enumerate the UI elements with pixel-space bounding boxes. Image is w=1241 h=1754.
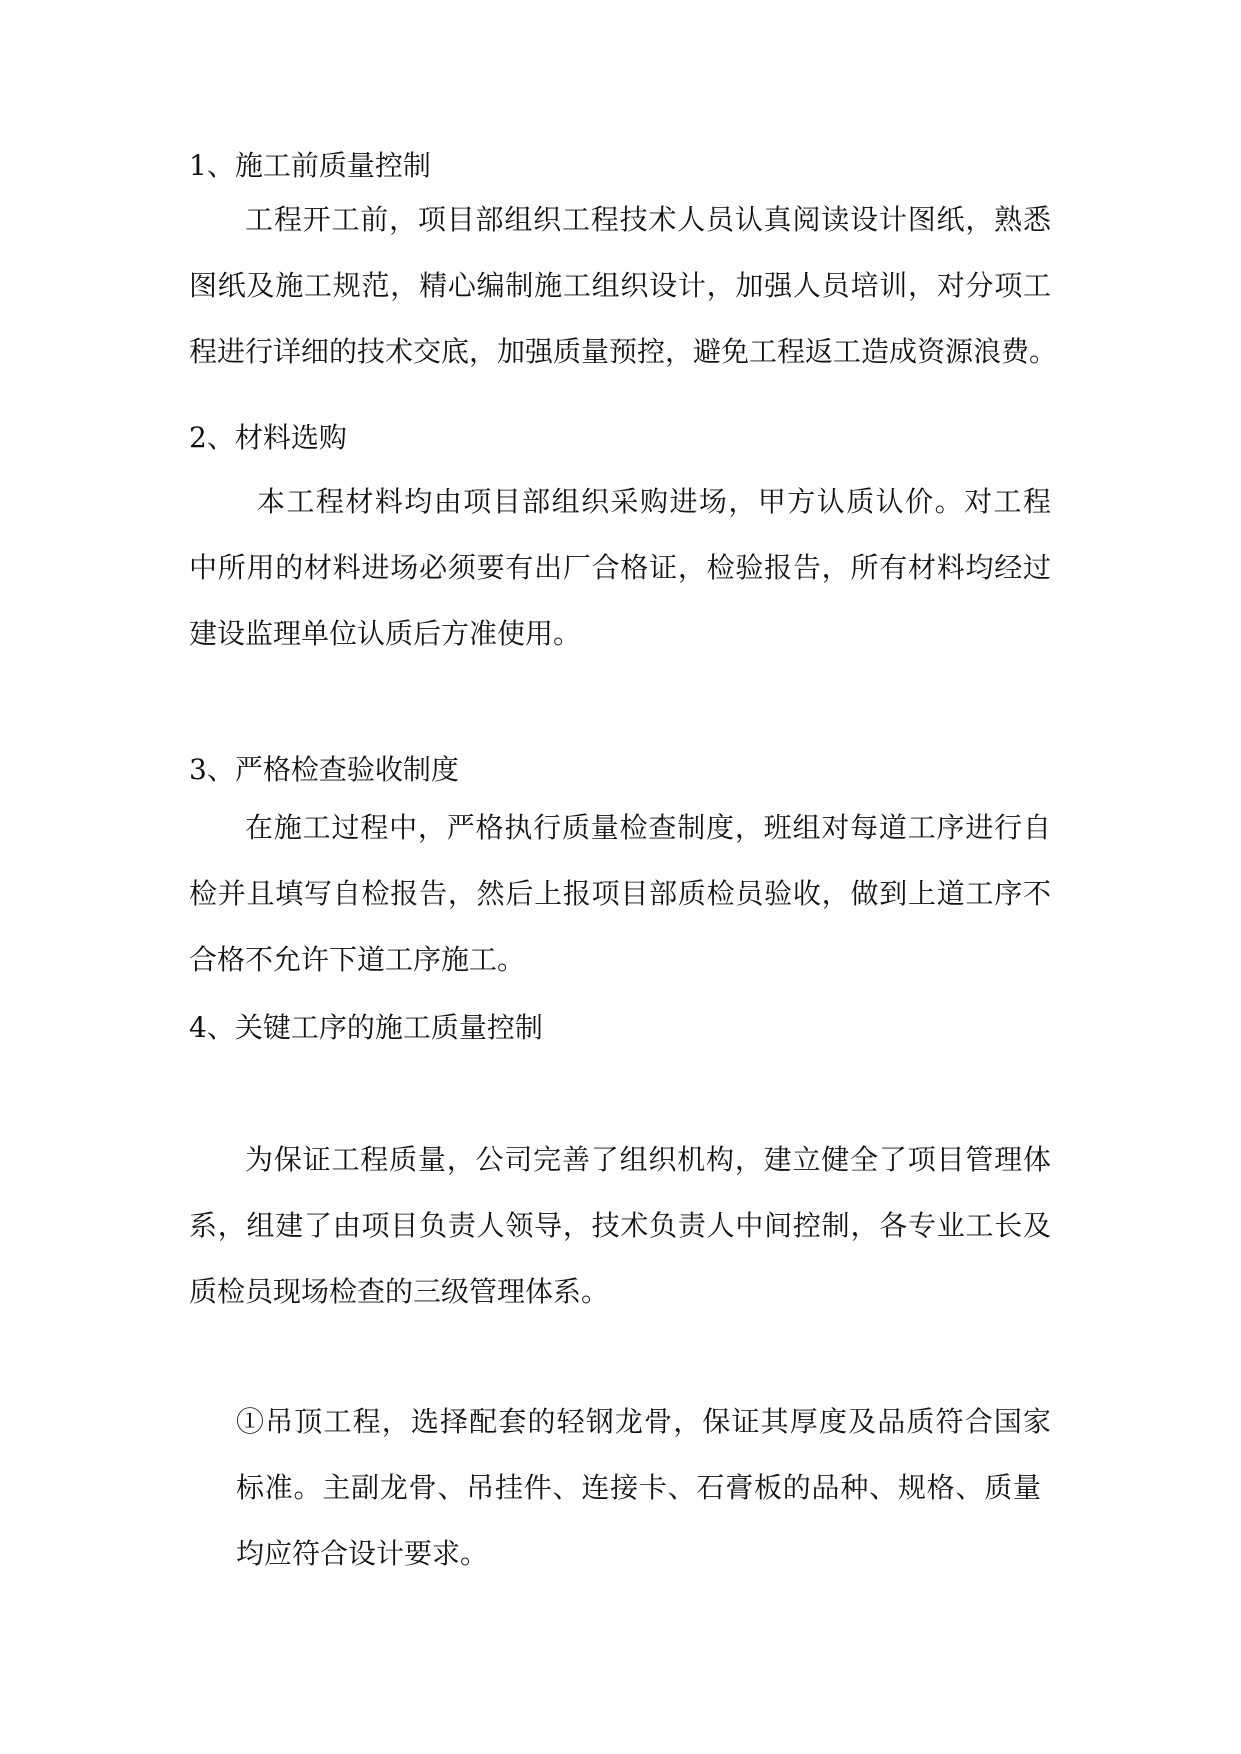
section-4-line-3: 质检员现场检查的三级管理体系。 xyxy=(189,1275,610,1308)
item-1-line-3: 均应符合设计要求。 xyxy=(236,1537,489,1570)
section-3-heading: 3、严格检查验收制度 xyxy=(189,753,459,786)
section-3-line-1: 在施工过程中，严格执行质量检查制度，班组对每道工序进行自 xyxy=(245,811,1051,844)
section-4-line-2: 系，组建了由项目负责人领导，技术负责人中间控制，各专业工长及 xyxy=(189,1209,1051,1242)
section-3-line-2: 检并且填写自检报告，然后上报项目部质检员验收，做到上道工序不 xyxy=(189,877,1051,910)
item-1-line-1: ①吊顶工程，选择配套的轻钢龙骨，保证其厚度及品质符合国家 xyxy=(236,1405,1051,1438)
item-1-line-2: 标准。主副龙骨、吊挂件、连接卡、石膏板的品种、规格、质量 xyxy=(236,1471,1041,1504)
section-2-line-3: 建设监理单位认质后方准使用。 xyxy=(189,617,582,650)
section-2-line-2: 中所用的材料进场必须要有出厂合格证，检验报告，所有材料均经过 xyxy=(189,551,1051,584)
section-2-heading: 2、材料选购 xyxy=(189,421,347,454)
section-2-line-1: 本工程材料均由项目部组织采购进场，甲方认质认价。对工程 xyxy=(257,485,1051,518)
section-1-line-2: 图纸及施工规范，精心编制施工组织设计，加强人员培训，对分项工 xyxy=(189,269,1051,302)
section-1-line-3: 程进行详细的技术交底，加强质量预控，避免工程返工造成资源浪费。 xyxy=(189,335,1058,368)
section-4-heading: 4、关键工序的施工质量控制 xyxy=(189,1011,543,1044)
section-1-line-1: 工程开工前，项目部组织工程技术人员认真阅读设计图纸，熟悉 xyxy=(245,203,1051,236)
section-3-line-3: 合格不允许下道工序施工。 xyxy=(189,943,526,976)
section-4-line-1: 为保证工程质量，公司完善了组织机构，建立健全了项目管理体 xyxy=(245,1143,1051,1176)
section-1-heading: 1、施工前质量控制 xyxy=(189,149,431,182)
